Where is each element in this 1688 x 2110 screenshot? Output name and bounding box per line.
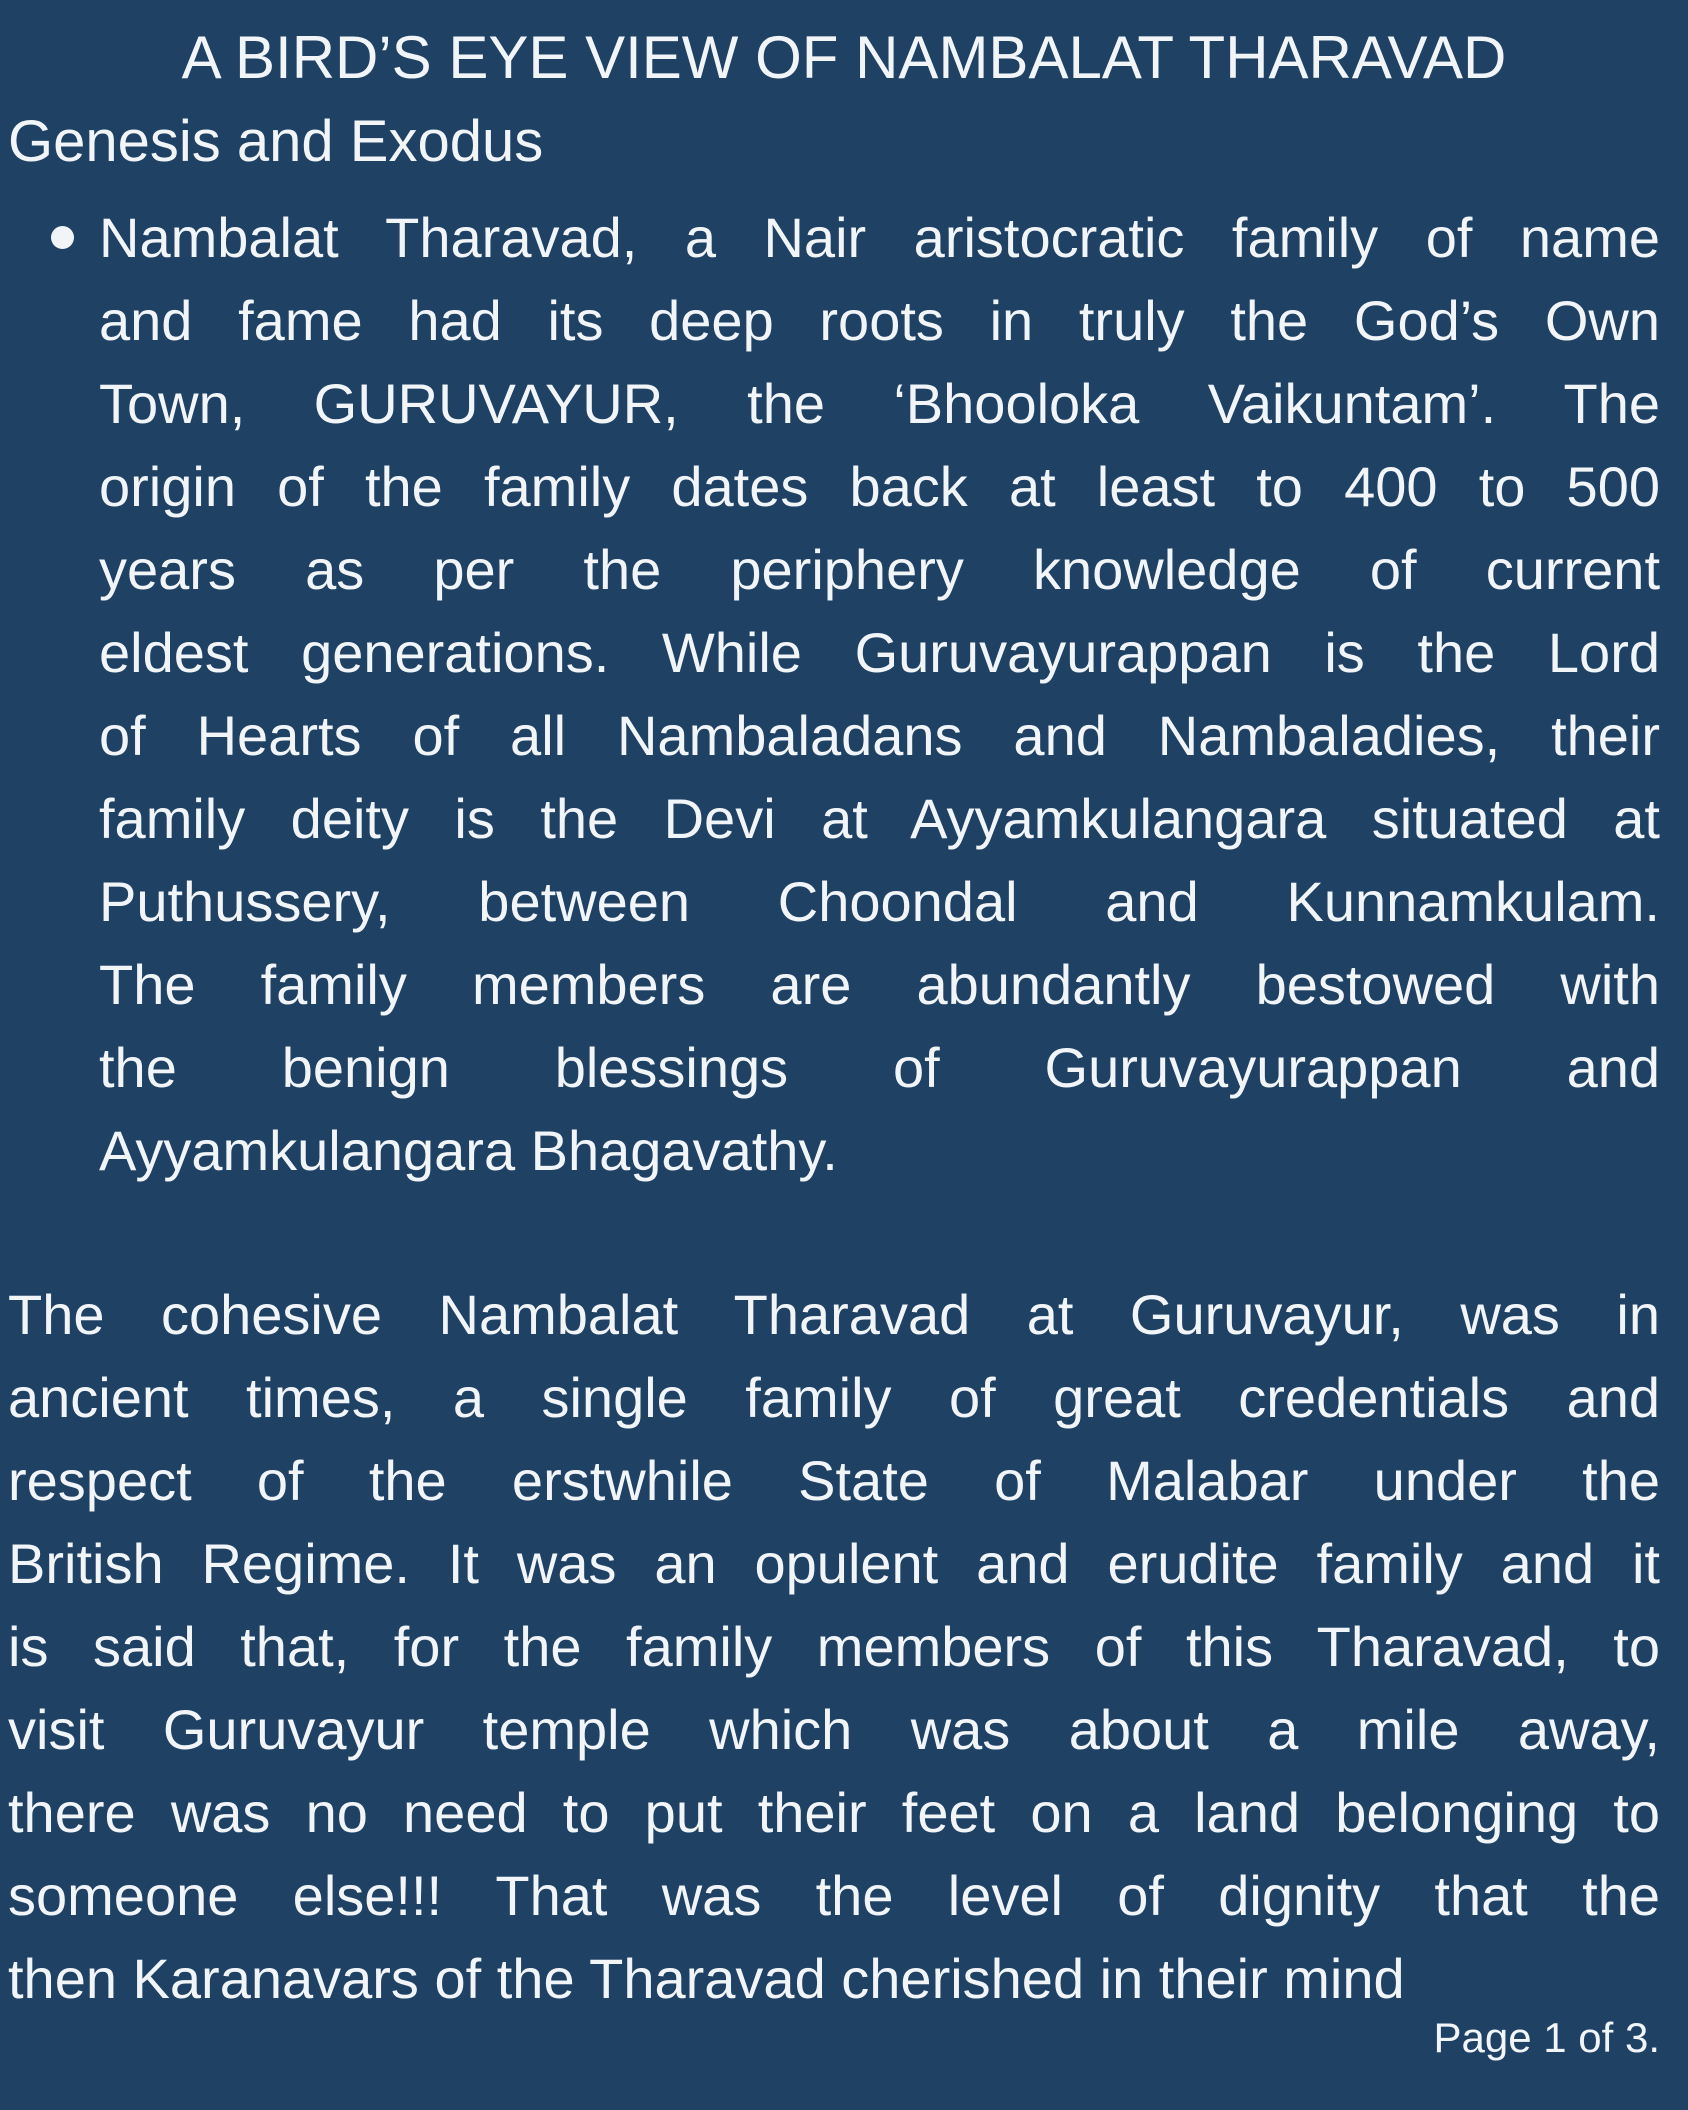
- bullet-disc-icon: [51, 226, 74, 249]
- paragraph-line: family deity is the Devi at Ayyamkulangara situated at: [99, 787, 1660, 850]
- paragraph-line: respect of the erstwhile State of Malabar under the: [8, 1449, 1660, 1512]
- paragraph-line: the benign blessings of Guruvayurappan and: [99, 1036, 1660, 1099]
- page-number: Page 1 of 3.: [1433, 2014, 1660, 2061]
- paragraph-line: and fame had its deep roots in truly the God’s Own: [99, 289, 1660, 352]
- paragraph-line: ancient times, a single family of great credentials and: [8, 1366, 1660, 1429]
- paragraph-line: of Hearts of all Nambaladans and Nambaladies, their: [99, 704, 1660, 767]
- paragraph-line: The cohesive Nambalat Tharavad at Guruvayur, was in: [8, 1283, 1660, 1346]
- section-heading: Genesis and Exodus: [8, 109, 544, 174]
- paragraph-line: Nambalat Tharavad, a Nair aristocratic family of name: [99, 206, 1660, 269]
- paragraph-line: there was no need to put their feet on a land belonging to: [8, 1781, 1660, 1844]
- paragraph-line: British Regime. It was an opulent and erudite family and it: [8, 1532, 1660, 1595]
- paragraph-line: years as per the periphery knowledge of current: [99, 538, 1660, 601]
- body-paragraph: [8, 1273, 1660, 2020]
- bullet-marker: [0, 196, 99, 1192]
- paragraph-line: then Karanavars of the Tharavad cherished in their mind: [8, 1947, 1405, 2010]
- paragraph-line: is said that, for the family members of this Tharavad, to: [8, 1615, 1660, 1678]
- paragraph-line: The family members are abundantly bestowed with: [99, 953, 1660, 1016]
- paragraph-line: origin of the family dates back at least to 400 to 500: [99, 455, 1660, 518]
- bullet-item: [0, 196, 1660, 1192]
- paragraph-line: someone else!!! That was the level of dignity that the: [8, 1864, 1660, 1927]
- paragraph-line: visit Guruvayur temple which was about a mile away,: [8, 1698, 1660, 1761]
- paragraph-line: eldest generations. While Guruvayurappan is the Lord: [99, 621, 1660, 684]
- paragraph-line: Town, GURUVAYUR, the ‘Bhooloka Vaikuntam’. The: [99, 372, 1660, 435]
- paragraph-line: Ayyamkulangara Bhagavathy.: [99, 1119, 838, 1182]
- bullet-paragraph: [99, 196, 1660, 1192]
- page-title: A BIRD’S EYE VIEW OF NAMBALAT THARAVAD: [181, 24, 1507, 91]
- paragraph-line: Puthussery, between Choondal and Kunnamkulam.: [99, 870, 1660, 933]
